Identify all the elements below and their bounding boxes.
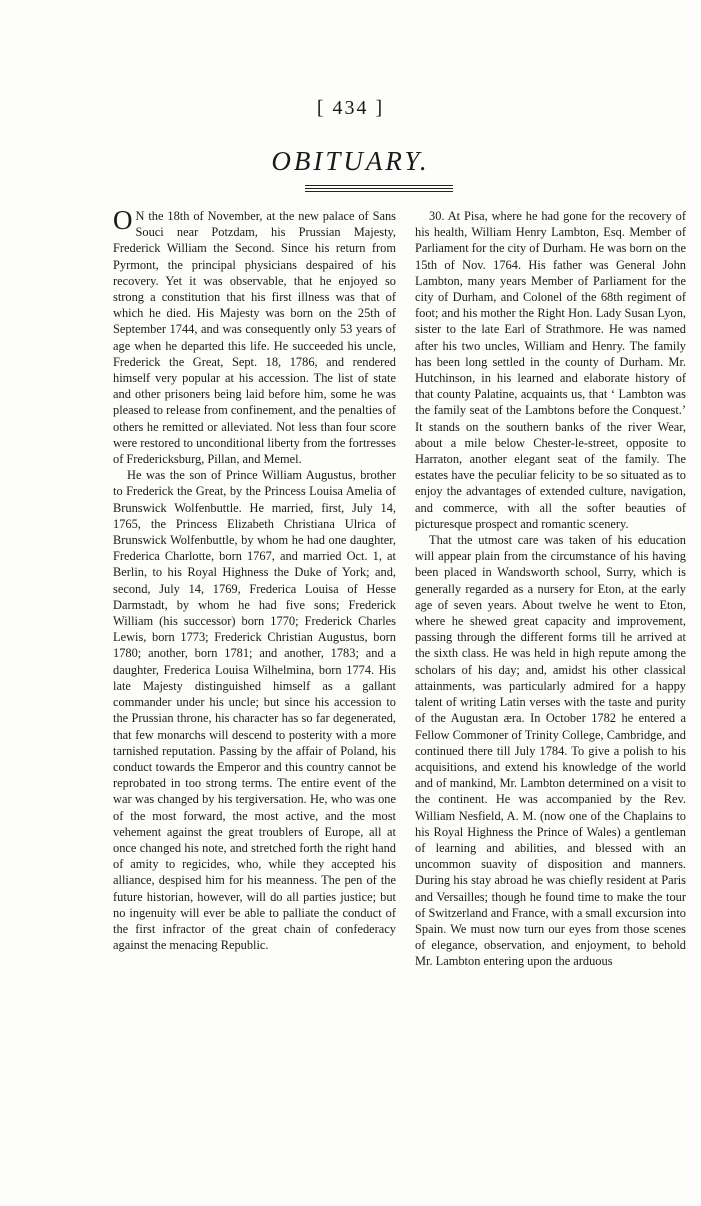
title-rule-middle bbox=[305, 188, 453, 189]
left-column bbox=[113, 205, 396, 953]
paragraph-text: N the 18th of November, at the new palace of Sans Souci near Potzdam, his Prussian Majesty, Frederick William the Second. Since his return from Pyrmont, the principal physicians despaired of his recovery. Yet it was observable, that he enjoyed so strong a constitution that his first illness was that of which he died. His Majesty was born on the 25th of September 1744, and was consequently only 53 years of age when he departed this life. He succeeded his uncle, Frederick the Great, Sept. 18, 1786, and rendered himself very popular at his accession. The list of state and other prisoners being laid before him, some he was pleased to release from confinement, and the penalties of others he remitted or alleviated. Not less than four score were restored to unconditional liberty from the fortresses of Fredericksburg, Pillan, and Memel. bbox=[113, 209, 396, 467]
obituary-paragraph-2: He was the son of Prince William Augustus, brother to Frederick the Great, by the Princess Louisa Amelia of Brunswick Wolfenbuttle. He married, first, July 14, 1765, the Princess Elizabeth Christiana Ulrica of Brunswick Wolfenbuttle, by whom he had one daughter, Frederica Charlotte, born 1767, and married Oct. 1, at Berlin, to his Royal Highness the Duke of York; and, second, July 14, 1769, Frederica Louisa of Hesse Darmstadt, by whom he had five sons; Frederick William (his successor) born 1770; Frederick Charles Lewis, born 1773; Frederick Christian Augustus, born 1780; another, born 1781; and another, 1783; and a daughter, Frederica Louisa Wilhelmina, born 1774. His late Majesty distinguished himself as a gallant commander under his uncle; but since his accession to the Prussian throne, his character has so far degenerated, that few monarchs will descend to posterity with a more tarnished reputation. Passing by the affair of Poland, his conduct towards the Emperor and this country cannot be reprobated in too strong terms. The entire event of the war was changed by his tergiversation. He, who was one of the most forward, the most active, and the most vehement against the great troublers of Europe, all at once changed his note, and stretched forth the right hand of amity to regicides, who, while they accepted his alliance, despised him for his meanness. The pen of the future historian, however, will do all parties justice; but no ingenuity will ever be able to palliate the conduct of the first infractor of the great chain of confederacy against the menacing Republic. bbox=[113, 468, 396, 953]
title-rule-bottom bbox=[305, 191, 453, 192]
section-title: OBITUARY. bbox=[271, 146, 430, 176]
drop-cap: O bbox=[113, 205, 133, 235]
obituary-paragraph-4: That the utmost care was taken of his education will appear plain from the circumstance of his having been placed in Wandsworth school, Surry, which is generally regarded as a nursery for Eton, at the early age of seven years. About twelve he went to Eton, where he shewed great capacity and improvement, passing through the different forms till he arrived at the sixth class. He was held in high repute among the scholars of his day; and, amidst his other classical attainments, was particularly admired for a happy talent of writing Latin verses with the taste and purity of the Augustan æra. In October 1782 he entered a Fellow Commoner of Trinity College, Cambridge, and continued there till July 1784. To give a polish to his acquisitions, and extend his knowledge of the world and of mankind, Mr. Lambton determined on a visit to the continent. He was accompanied by the Rev. William Nesfield, A. M. (now one of the Chaplains to his Royal Highness the Prince of Wales) a gentleman of learning and abilities, and blessed with an uncommon suavity of disposition and manners. During his stay abroad he was chiefly resident at Paris and Versailles; though he found time to make the tour of Switzerland and France, with a small excursion into Spain. We must now turn our eyes from those scenes of elegance, observation, and enjoyment, to behold Mr. Lambton entering upon the arduous bbox=[415, 533, 686, 969]
title-rule-top bbox=[305, 185, 453, 186]
obituary-paragraph-1 bbox=[113, 205, 396, 467]
right-column bbox=[415, 208, 686, 970]
obituary-paragraph-3: 30. At Pisa, where he had gone for the recovery of his health, William Henry Lambton, Esq. Member of Parliament for the city of Durham. He was born on the 15th of Nov. 1764. His father was General John Lambton, many years Member of Parliament for the city of Durham, and Colonel of the 68th regiment of foot; and his mother the Right Hon. Lady Susan Lyon, sister to the late Earl of Strathmore. He was named after his two uncles, William and Henry. The family has been long settled in the county of Durham. Mr. Hutchinson, in his learned and elaborate history of that county Palatine, acquaints us, that ‘ Lambton was the family seat of the Lambtons before the Conquest.’ It stands on the southern banks of the river Wear, about a mile below Chester-le-street, opposite to Harraton, another elegant seat of the family. The estates have the peculiar felicity to be so situated as to enjoy the advantages of extended culture, navigation, and commerce, with all the softer beauties of picturesque prospect and romantic scenery. bbox=[415, 209, 686, 531]
page-number: [ 434 ] bbox=[316, 97, 385, 119]
